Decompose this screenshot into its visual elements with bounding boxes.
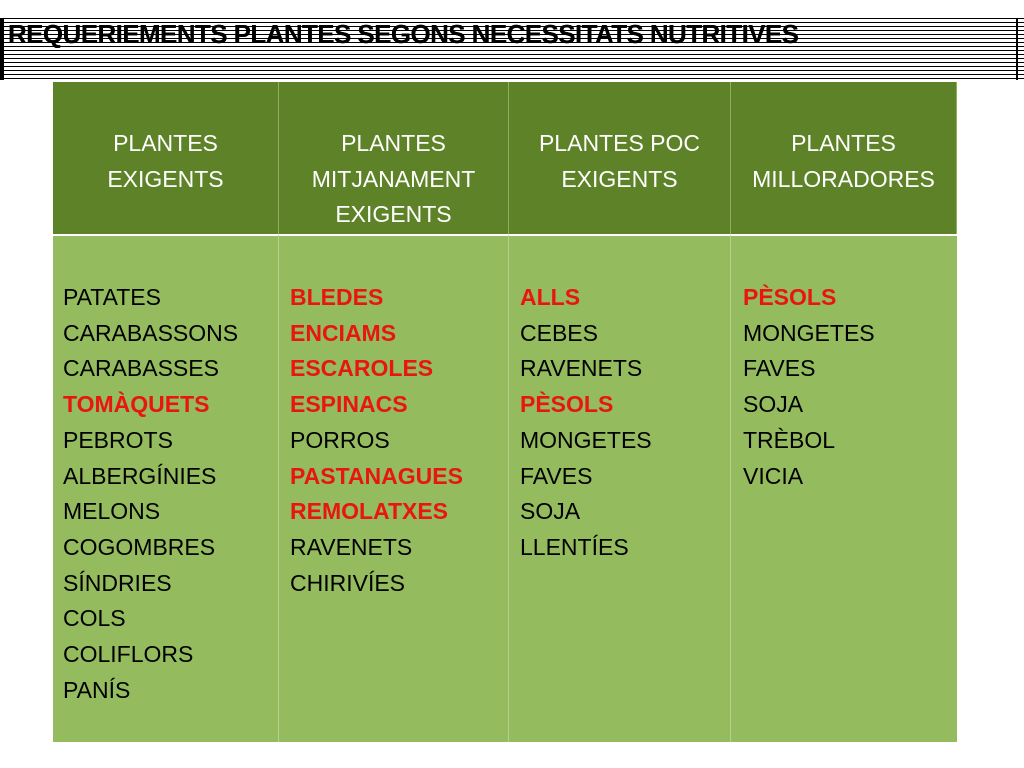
- banner-left-edge: [0, 18, 4, 80]
- plant-list-item: SÍNDRIES: [63, 569, 172, 596]
- plant-list-item: PÈSOLS: [743, 284, 837, 310]
- plant-list-item: PEBROTS: [63, 426, 173, 453]
- plant-list-item: PASTANAGUES: [290, 462, 463, 489]
- column-header-1: [53, 82, 279, 234]
- column-list-2: [279, 234, 509, 742]
- plant-list-item: ALLS: [520, 284, 581, 310]
- banner-right-edge: [1016, 18, 1018, 80]
- plant-list-item: SOJA: [743, 391, 804, 418]
- column-header-2: [279, 82, 509, 234]
- plant-list-item: MONGETES: [520, 426, 652, 453]
- plant-list-item: PATATES: [63, 284, 161, 310]
- plant-list-item: TRÈBOL: [743, 426, 836, 453]
- plant-list-item: FAVES: [743, 355, 816, 382]
- plant-list-item: FAVES: [520, 462, 593, 489]
- plant-list-item: ALBERGÍNIES: [63, 462, 217, 489]
- plant-list-item: COLIFLORS: [63, 641, 194, 668]
- plant-list-item: BLEDES: [290, 284, 384, 310]
- column-header-line: MILLORADORES: [752, 165, 935, 192]
- plant-list-item: MONGETES: [743, 319, 875, 346]
- plant-list-item: CARABASSONS: [63, 319, 239, 346]
- plant-list-item: LLENTÍES: [520, 533, 629, 560]
- column-header-line: PLANTES: [341, 130, 446, 156]
- column-header-line: PLANTES: [113, 130, 218, 156]
- column-header-4: [731, 82, 957, 234]
- plant-list-item: PORROS: [290, 426, 390, 453]
- plant-list-item: RAVENETS: [290, 533, 413, 560]
- plant-list-item: PÈSOLS: [520, 391, 614, 418]
- plant-list-item: COLS: [63, 605, 126, 632]
- plant-list-item: PANÍS: [63, 676, 131, 703]
- plant-list-item: CHIRIVÍES: [290, 569, 406, 596]
- column-header-line: EXIGENTS: [107, 165, 224, 192]
- column-header-line: PLANTES: [791, 130, 896, 156]
- column-header-line: EXIGENTS: [335, 201, 452, 227]
- plant-list-item: CEBES: [520, 319, 598, 346]
- plant-list-item: ENCIAMS: [290, 319, 397, 346]
- plant-list-item: MELONS: [63, 498, 161, 525]
- plant-list-item: VICIA: [743, 462, 804, 489]
- plant-list-item: TOMÀQUETS: [63, 391, 210, 418]
- plant-list-item: ESCAROLES: [290, 355, 434, 382]
- column-header-3: [509, 82, 731, 234]
- plant-list-item: REMOLATXES: [290, 498, 449, 525]
- page-title: REQUERIEMENTS PLANTES SEGONS NECESSITATS NUTRITIVES: [8, 19, 799, 49]
- column-header-line: PLANTES POC: [538, 130, 701, 156]
- column-header-line: MITJANAMENT: [311, 165, 476, 192]
- column-list-1: [53, 234, 279, 742]
- column-header-line: EXIGENTS: [561, 165, 678, 192]
- plant-list-item: ESPINACS: [290, 391, 408, 418]
- plant-list-item: CARABASSES: [63, 355, 219, 382]
- column-list-3: [509, 234, 731, 742]
- plant-list-item: SOJA: [520, 498, 581, 525]
- plant-list-item: RAVENETS: [520, 355, 643, 382]
- plant-list-item: COGOMBRES: [63, 533, 216, 560]
- nutrient-requirements-table: [53, 82, 957, 742]
- column-list-4: [731, 234, 957, 742]
